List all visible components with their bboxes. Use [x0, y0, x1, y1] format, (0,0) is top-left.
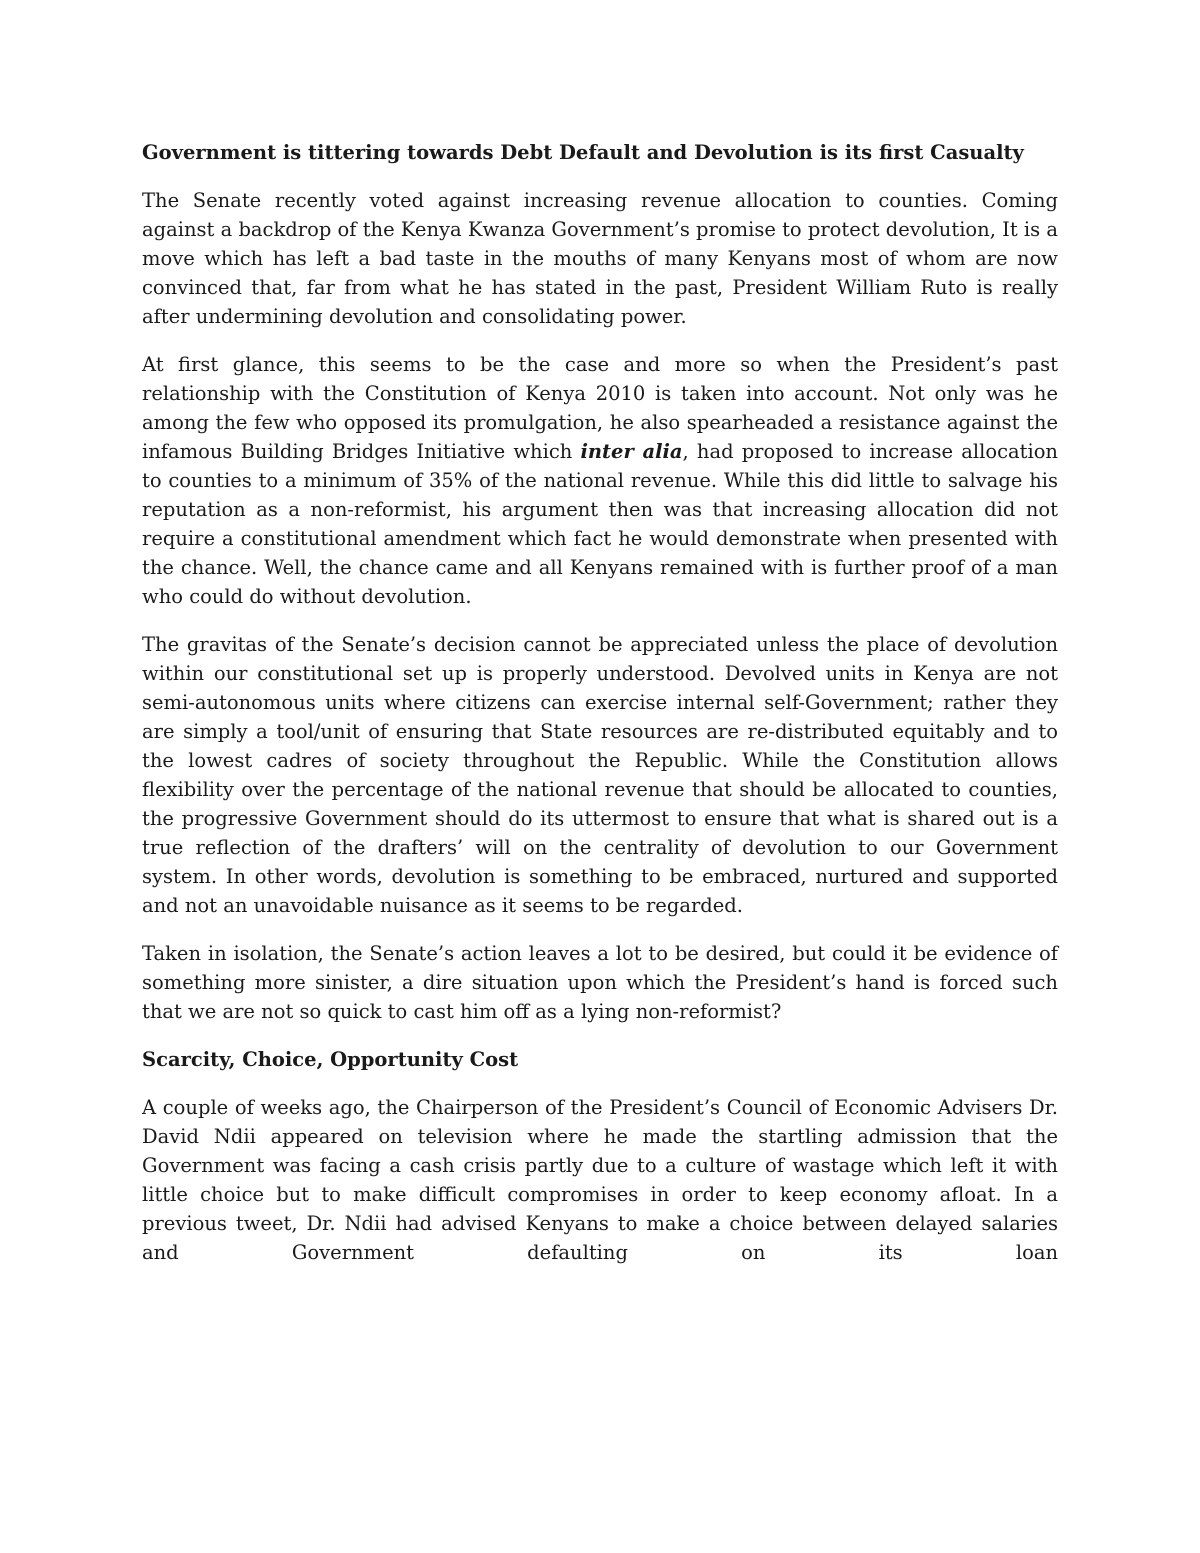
paragraph-senate-vote: The Senate recently voted against increasing revenue allocation to counties. Coming against a backdrop of the Kenya Kwanza Government’s promise to protect devolution, It is a move which has left a bad taste in the mouths of many Kenyans most of whom are now convinced that, far from what he has stated in the past, President William Ruto is really after undermining devolution and consolidating power. [142, 189, 1058, 328]
section-heading: Scarcity, Choice, Opportunity Cost [142, 1048, 519, 1071]
article-title: Government is tittering towards Debt Default and Devolution is its first Casualty [142, 141, 1024, 164]
document-page [142, 138, 1058, 1286]
paragraph-gravitas: The gravitas of the Senate’s decision cannot be appreciated unless the place of devolution within our constitutional set up is properly understood. Devolved units in Kenya are not semi-autonomous units where citizens can exercise internal self-Government; rather they are simply a tool/unit of ensuring that State resources are re-distributed equitably and to the lowest cadres of society throughout the Republic. While the Constitution allows flexibility over the percentage of the national revenue that should be allocated to counties, the progressive Government should do its uttermost to ensure that what is shared out is a true reflection of the drafters’ will on the centrality of devolution to our Government system. In other words, devolution is something to be embraced, nurtured and supported and not an unavoidable nuisance as it seems to be regarded. [142, 633, 1058, 917]
paragraph-first-glance-text-cont: , had proposed to increase allocation to counties to a minimum of 35% of the national revenue. While this did little to salvage his reputation as a non-reformist, his argument then was that increasing allocation did not require a constitutional amendment which fact he would demonstrate when presented with the chance. Well, the chance came and all Kenyans remained with is further proof of a man who could do without devolution. [142, 440, 1058, 608]
paragraph-ndii: A couple of weeks ago, the Chairperson of the President’s Council of Economic Advisers Dr. David Ndii appeared on television where he made the startling admission that the Government was facing a cash crisis partly due to a culture of wastage which left it with little choice but to make difficult compromises in order to keep economy afloat. In a previous tweet, Dr. Ndii had advised Kenyans to make a choice between delayed salaries and Government defaulting on its loan [142, 1096, 1058, 1264]
inter-alia-emphasis: inter alia [580, 440, 683, 463]
paragraph-first-glance [142, 350, 1058, 611]
paragraph-first-glance-text: At first glance, this seems to be the case and more so when the President’s past relationship with the Constitution of Kenya 2010 is taken into account. Not only was he among the few who opposed its promulgation, he also spearheaded a resistance against the infamous Building Bridges Initiative which [142, 353, 1058, 463]
paragraph-isolation: Taken in isolation, the Senate’s action leaves a lot to be desired, but could it be evidence of something more sinister, a dire situation upon which the President’s hand is forced such that we are not so quick to cast him off as a lying non-reformist? [142, 942, 1058, 1023]
